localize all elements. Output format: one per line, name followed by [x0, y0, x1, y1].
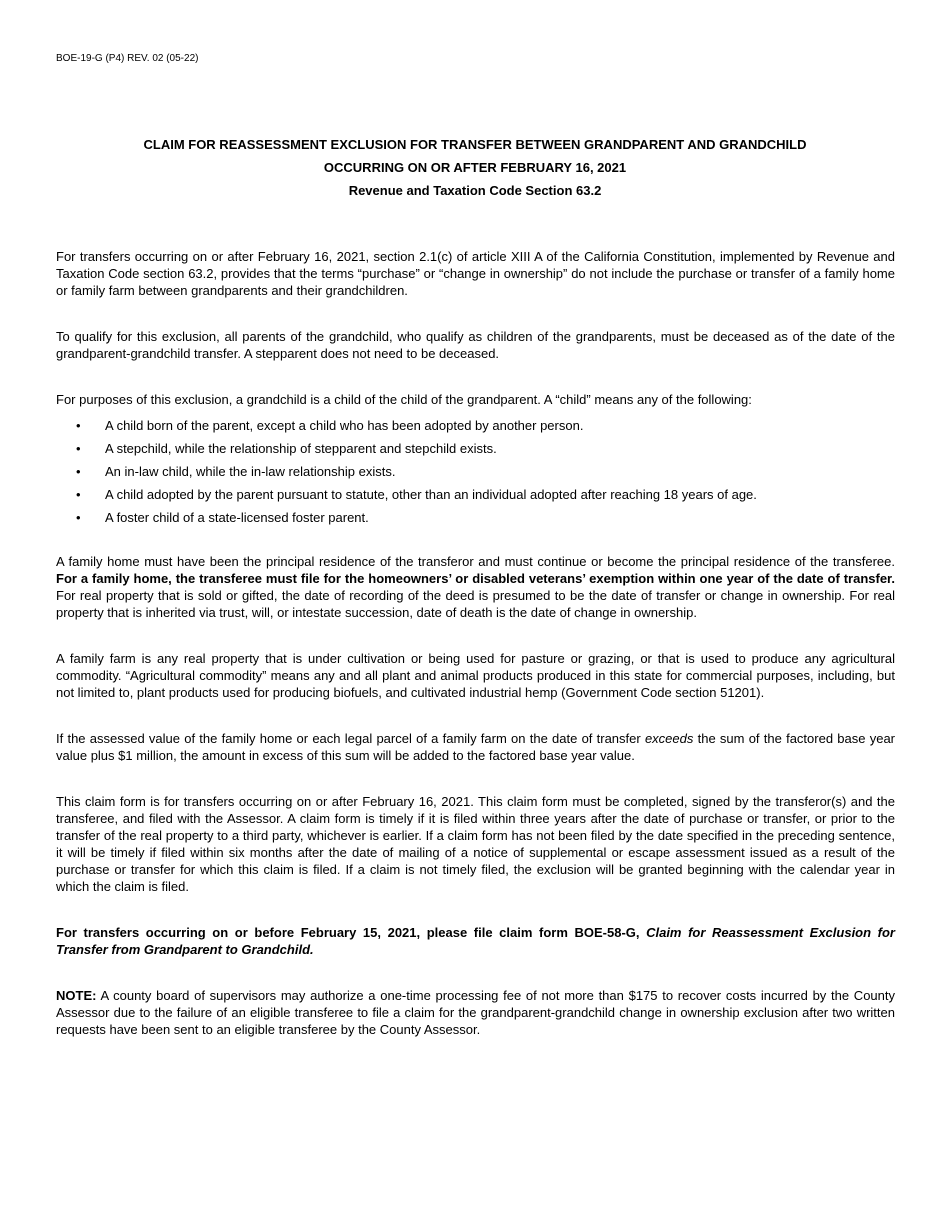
note-label: NOTE:	[56, 988, 97, 1003]
bullet: •	[76, 441, 81, 456]
family-farm-paragraph: A family farm is any real property that is under cultivation or being used for pasture or grazing, or that is used to produce any agricultural commodity. “Agricultural commodity” means any and all plant and animal products produced in this state for commercial purposes, including, but not limited to, plant products used for producing biofuels, and cultivated industrial hemp (Government Code section 51201).	[56, 651, 895, 700]
list-item	[56, 460, 895, 483]
intro-paragraph: For transfers occurring on or after February 16, 2021, section 2.1(c) of article XIII A of the California Constitution, implemented by Revenue and Taxation Code section 63.2, provides that the terms “purchase” or “change in ownership” do not include the purchase or transfer of a family home or family farm between grandparents and their grandchildren.	[56, 249, 895, 298]
older-transfers-form-title: Claim for Reassessment Exclusion for Transfer from Grandparent to Grandchild.	[56, 925, 895, 957]
child-definition-paragraph: For purposes of this exclusion, a grandchild is a child of the child of the grandparent. A “child” means any of the following:	[56, 392, 752, 407]
qualify-paragraph: To qualify for this exclusion, all parents of the grandchild, who qualify as children of the grandparents, must be deceased as of the date of the grandparent-grandchild transfer. A stepparent does not need to be deceased.	[56, 329, 895, 361]
list-item	[56, 483, 895, 506]
list-item	[56, 437, 895, 460]
list-item-text: A stepchild, while the relationship of stepparent and stepchild exists.	[105, 441, 497, 456]
list-item-text: A child born of the parent, except a child who has been adopted by another person.	[105, 418, 584, 433]
title-line-2: OCCURRING ON OR AFTER FEBRUARY 16, 2021	[323, 160, 627, 175]
list-item	[56, 506, 895, 529]
family-home-bold-text: For a family home, the transferee must file for the homeowners’ or disabled veterans’ exemption within one year of the date of transfer.	[56, 571, 895, 586]
family-home-paragraph	[56, 553, 895, 621]
list-item-text: A child adopted by the parent pursuant to statute, other than an individual adopted after reaching 18 years of age.	[105, 487, 757, 502]
note-paragraph	[56, 987, 895, 1038]
assessed-value-text-2: the sum of the factored base year value plus $1 million, the amount in excess of this sum will be added to the factored base year value.	[56, 731, 895, 763]
list-item-text: An in-law child, while the in-law relationship exists.	[105, 464, 396, 479]
assessed-value-italic: exceeds	[644, 731, 694, 746]
child-list	[56, 414, 895, 529]
assessed-value-text-1: If the assessed value of the family home or each legal parcel of a family farm on the date of transfer	[56, 731, 645, 746]
claim-timing-paragraph: This claim form is for transfers occurring on or after February 16, 2021. This claim form must be completed, signed by the transferor(s) and the transferee, and filed with the Assessor. A claim form is timely if it is filed within three years after the date of purchase or transfer, or prior to the transfer of the real property to a third party, whichever is earlier. If a claim form has not been filed by the date specified in the preceding sentence, it will be timely if filed within six months after the date of mailing of a notice of supplemental or escape assessment issued as a result of the purchase or transfer for which this claim is filed. If a claim is not timely filed, the exclusion will be granted beginning with the calendar year in which the claim is filed.	[56, 794, 895, 894]
assessed-value-paragraph	[56, 730, 895, 764]
title-block	[0, 133, 950, 202]
family-home-text-1: A family home must have been the principal residence of the transferor and must continue or become the principal residence of the transferee.	[56, 554, 895, 569]
bullet: •	[76, 464, 81, 479]
bullet: •	[76, 510, 81, 525]
document-body	[56, 248, 895, 1038]
older-transfers-text: For transfers occurring on or before February 15, 2021, please file claim form BOE-58-G,	[56, 925, 647, 940]
older-transfers-paragraph	[56, 924, 895, 958]
list-item	[56, 414, 895, 437]
bullet: •	[76, 418, 81, 433]
family-home-text-2: For real property that is sold or gifted, the date of recording of the deed is presumed to be the date of transfer or change in ownership. For real property that is inherited via trust, will, or intestate succession, date of death is the date of change in ownership.	[56, 588, 895, 620]
note-text: A county board of supervisors may authorize a one-time processing fee of not more than $175 to recover costs incurred by the County Assessor due to the failure of an eligible transferee to file a claim for the grandparent-grandchild change in ownership exclusion after two written requests have been sent to an eligible transferee by the County Assessor.	[56, 988, 895, 1037]
bullet: •	[76, 487, 81, 502]
form-id: BOE-19-G (P4) REV. 02 (05-22)	[56, 53, 199, 64]
list-item-text: A foster child of a state-licensed foster parent.	[105, 510, 369, 525]
title-line-1: CLAIM FOR REASSESSMENT EXCLUSION FOR TRANSFER BETWEEN GRANDPARENT AND GRANDCHILD	[143, 137, 807, 152]
title-line-3: Revenue and Taxation Code Section 63.2	[348, 183, 602, 198]
